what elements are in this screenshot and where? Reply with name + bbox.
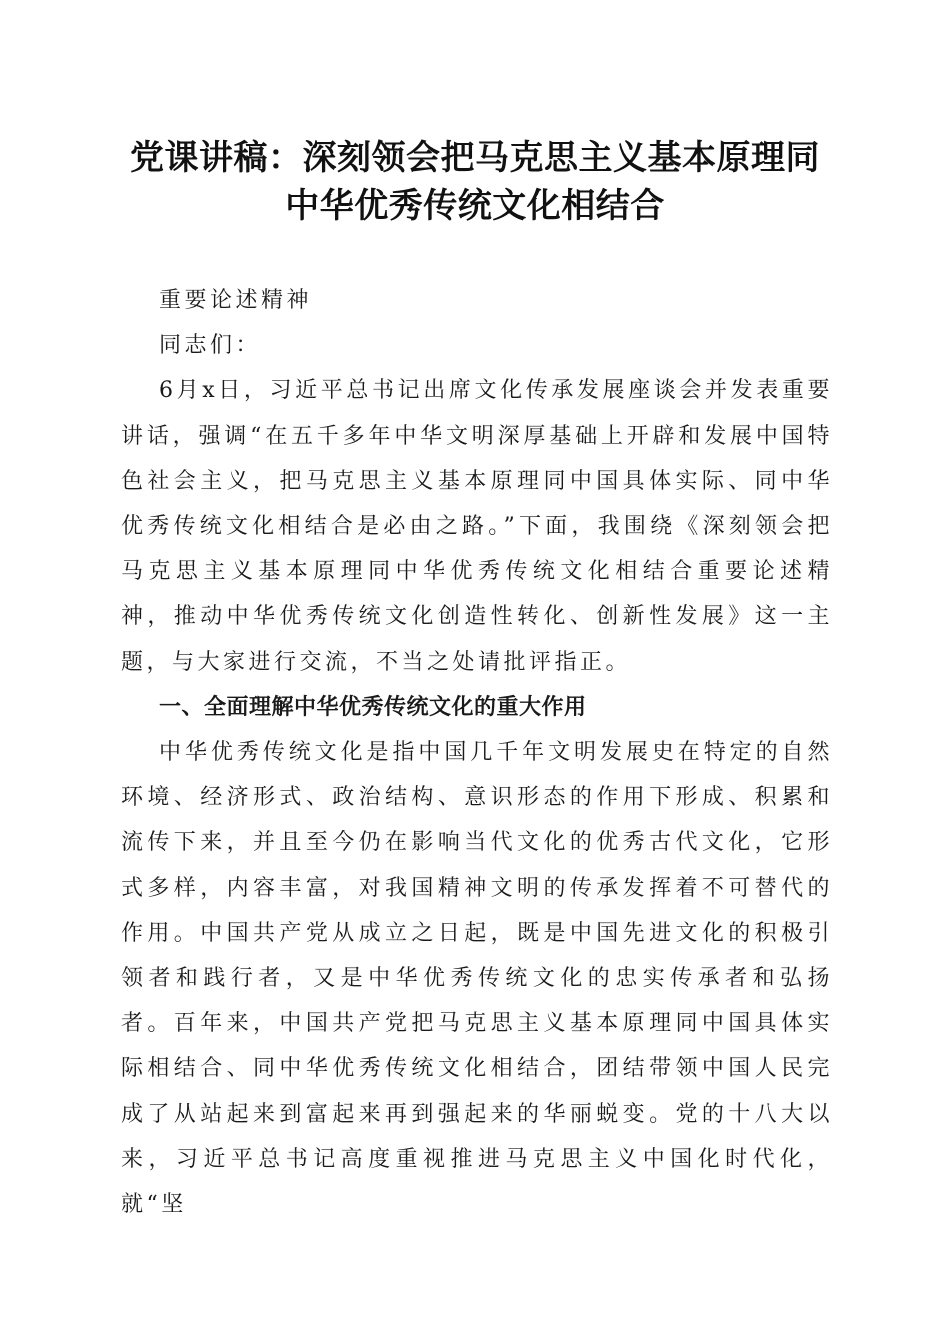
subtitle-line: 重要论述精神 — [159, 288, 313, 313]
document-body — [121, 278, 833, 1227]
intro-paragraph: 6月x日，习近平总书记出席文化传承发展座谈会并发表重要讲话，强调“在五千多年中华文明深厚基础上开辟和发展中国特色社会主义，把马克思主义基本原理同中国具体实际、同中华优秀传统文化相结合是必由之路。”下面，我围绕《深刻领会把马克思主义基本原理同中华优秀传统文化相结合重要论述精神，推动中华优秀传统文化创造性转化、创新性发展》这一主题，与大家进行交流，不当之处请批评指正。 — [121, 378, 833, 675]
section-heading-1: 一、全面理解中华优秀传统文化的重大作用 — [159, 694, 587, 720]
salutation-line: 同志们： — [159, 333, 262, 359]
body-paragraph-2: 中华优秀传统文化是指中国几千年文明发展史在特定的自然环境、经济形式、政治结构、意识形态的作用下形成、积累和流传下来，并且至今仍在影响当代文化的优秀古代文化，它形式多样，内容丰富，对我国精神文明的传承发挥着不可替代的作用。中国共产党从成立之日起，既是中国先进文化的积极引领者和践行者，又是中华优秀传统文化的忠实传承者和弘扬者。百年来，中国共产党把马克思主义基本原理同中国具体实际相结合、同中华优秀传统文化相结合，团结带领中国人民完成了从站起来到富起来再到强起来的华丽蜕变。党的十八大以来，习近平总书记高度重视推进马克思主义中国化时代化，就“坚 — [121, 740, 833, 1218]
title-line-1: 党课讲稿：深刻领会把马克思主义基本原理同 — [130, 138, 820, 178]
title-line-2: 中华优秀传统文化相结合 — [285, 186, 665, 226]
document-title — [100, 134, 850, 230]
